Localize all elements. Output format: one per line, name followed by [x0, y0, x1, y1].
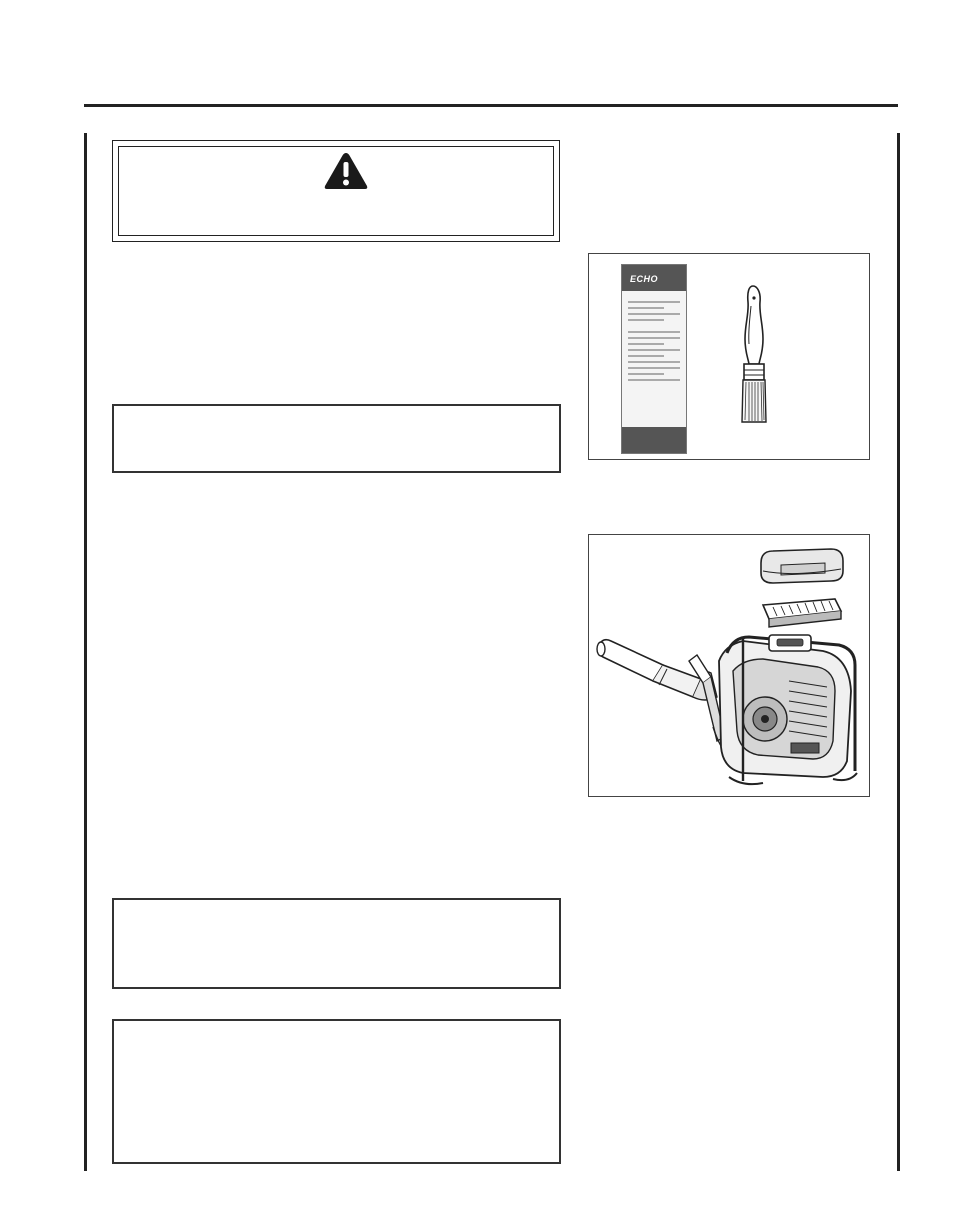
- paintbrush-icon: [734, 284, 774, 429]
- backpack-blower-icon: [593, 541, 865, 791]
- warning-triangle-icon: [323, 151, 369, 191]
- air-filter-cover-icon: [761, 549, 843, 583]
- note-box-2: [112, 898, 561, 989]
- note-box-3: [112, 1019, 561, 1164]
- storage-kit-label-card: [621, 264, 687, 454]
- storage-kit-figure: [588, 253, 870, 460]
- blower-air-filter-figure: [588, 534, 870, 797]
- air-filter-element-icon: [763, 599, 841, 627]
- engine-body-icon: [719, 641, 851, 777]
- warning-box: [112, 140, 560, 242]
- header-rule: [84, 104, 898, 107]
- left-margin-rule: [84, 133, 87, 1171]
- warning-inner-frame: [118, 146, 554, 236]
- right-margin-rule: [897, 133, 900, 1171]
- card-header-band: [622, 265, 686, 291]
- note-box-1: [112, 404, 561, 473]
- card-footer-band: [622, 427, 686, 453]
- echo-logo: ECHO: [630, 274, 659, 284]
